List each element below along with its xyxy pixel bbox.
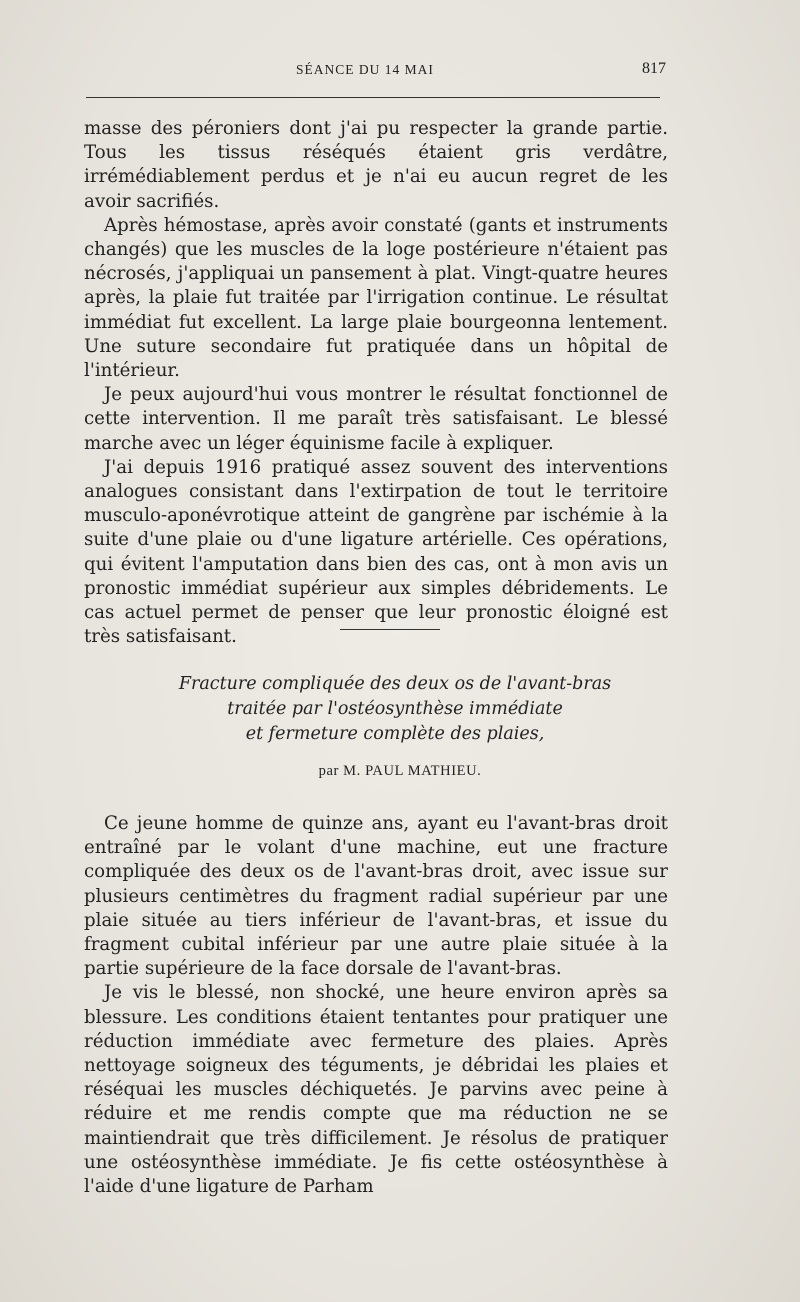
article-title-line: Fracture compliquée des deux os de l'avant-bras (178, 674, 612, 694)
article-title (100, 672, 690, 747)
article-title-line: traitée par l'ostéosynthèse immédiate (227, 699, 563, 719)
paragraph: masse des péroniers dont j'ai pu respecter la grande partie. Tous les tissus réséqués étaient gris verdâtre, irrémédiablement perdus et je n'ai eu aucun regret de les avoir sacrifiés. (84, 118, 668, 212)
article-title-line: et fermeture complète des plaies, (245, 724, 545, 744)
paragraph: Je peux aujourd'hui vous montrer le résultat fonctionnel de cette intervention. Il me paraît très satisfaisant. Le blessé marche avec un léger équinisme facile à expliquer. (84, 384, 668, 454)
article-author: par M. PAUL MATHIEU. (318, 763, 482, 779)
section-divider (340, 629, 440, 630)
paragraph: J'ai depuis 1916 pratiqué assez souvent des interventions analogues consistant dans l'extirpation de tout le territoire musculo-aponévrotique atteint de gangrène par ischémie à la suite d'une plaie ou d'une ligature artérielle. Ces opérations, qui évitent l'amputation dans bien des cas, ont à mon avis un pronostic immédiat supérieur aux simples débridements. Le cas actuel permet de penser que leur pronostic éloigné est très satisfaisant. (84, 456, 668, 648)
article-body (84, 812, 668, 1199)
continued-text-section (84, 117, 668, 649)
header-rule (86, 97, 660, 98)
paragraph: Ce jeune homme de quinze ans, ayant eu l'avant-bras droit entraîné par le volant d'une machine, eut une fracture compliquée des deux os de l'avant-bras droit, avec issue sur plusieurs centimètres du fragment radial supérieur par une plaie située au tiers inférieur de l'avant-bras, et issue du fragment cubital inférieur par une autre plaie située à la partie supérieure de la face dorsale de l'avant-bras. (84, 813, 668, 980)
running-header (86, 62, 666, 84)
paragraph: Je vis le blessé, non shocké, une heure environ après sa blessure. Les conditions étaient tentantes pour pratiquer une réduction immédiate avec fermeture des plaies. Après nettoyage soigneux des téguments, je débridai les plaies et réséquai les muscles déchiquetés. Je parvins avec peine à réduire et me rendis compte que ma réduction ne se maintiendrait que très difficilement. Je résolus de pratiquer une ostéosynthèse immédiate. Je fis cette ostéosynthèse à l'aide d'une ligature de Parham (84, 982, 668, 1198)
page-number: 817 (642, 60, 666, 77)
paragraph: Après hémostase, après avoir constaté (gants et instruments changés) que les muscles de la loge postérieure n'étaient pas nécrosés, j'appliquai un pansement à plat. Vingt-quatre heures après, la plaie fut traitée par l'irrigation continue. Le résultat immédiat fut excellent. La large plaie bourgeonna lentement. Une suture secondaire fut pratiquée dans un hôpital de l'intérieur. (84, 214, 668, 382)
running-title: SÉANCE DU 14 MAI (296, 62, 434, 77)
